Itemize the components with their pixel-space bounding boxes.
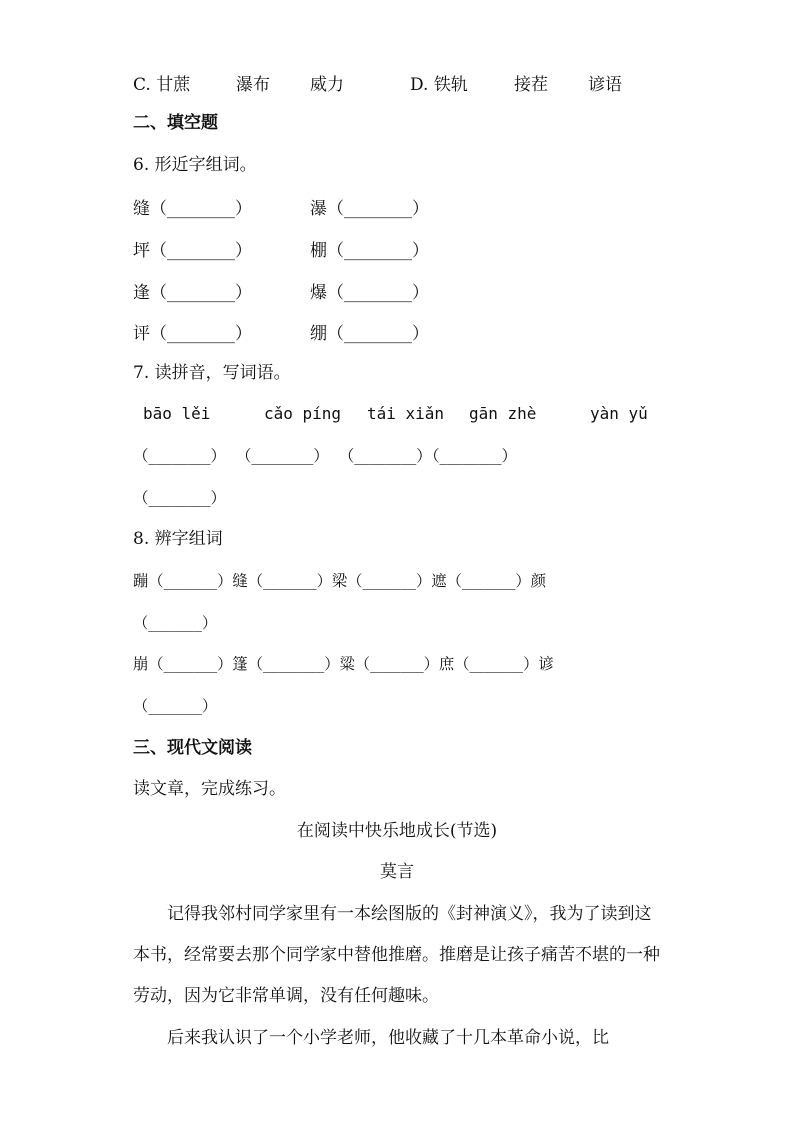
option-c-word1: C. 甘蔗 bbox=[133, 75, 191, 95]
pinyin: tái xiǎn bbox=[367, 404, 445, 423]
q8-row: 蹦（_______）缝（_______）梁（_______）遮（_______）颜 bbox=[133, 572, 547, 590]
option-d-word3: 谚语 bbox=[588, 75, 622, 95]
section-2-heading: 二、填空题 bbox=[133, 113, 218, 133]
pinyin: cǎo píng bbox=[264, 404, 342, 423]
article-author: 莫言 bbox=[380, 862, 414, 882]
q7-stem: 7. 读拼音，写词语。 bbox=[133, 363, 291, 383]
q8-row: 崩（_______）篷（________）粱（_______）庶（_______）谚 bbox=[133, 655, 554, 673]
pinyin: gān zhè bbox=[469, 404, 537, 423]
q7-blanks-row: （________） （________） （________）（________） bbox=[133, 447, 517, 465]
q6-item: 坪（________） bbox=[133, 241, 252, 261]
option-c-word3: 威力 bbox=[310, 75, 344, 95]
article-paragraph: 后来我认识了一个小学老师，他收藏了十几本革命小说，比 bbox=[167, 1028, 609, 1048]
article-paragraph: 记得我邻村同学家里有一本绘图版的《封神演义》，我为了读到这本书，经常要去那个同学家中替他推磨。推磨是让孩子痛苦不堪的一种劳动，因为它非常单调，没有任何趣味。 bbox=[133, 904, 660, 1006]
q6-stem: 6. 形近字组词。 bbox=[133, 155, 257, 175]
article-title: 在阅读中快乐地成长(节选) bbox=[296, 821, 498, 841]
q8-row-wrap: （_______） bbox=[133, 697, 218, 715]
q7-blanks-row: （________） bbox=[133, 489, 227, 507]
pinyin: bāo lěi bbox=[143, 404, 211, 423]
option-d-word2: 接茬 bbox=[514, 75, 548, 95]
q6-item: 逢（________） bbox=[133, 283, 252, 303]
q6-item: 缝（________） bbox=[133, 199, 252, 219]
option-c-word2: 瀑布 bbox=[236, 75, 270, 95]
q6-item: 绷（________） bbox=[310, 324, 429, 344]
pinyin: yàn yǔ bbox=[590, 404, 648, 423]
option-d-word1: D. 铁轨 bbox=[410, 75, 468, 95]
q6-item: 瀑（________） bbox=[310, 199, 429, 219]
section-3-heading: 三、现代文阅读 bbox=[133, 738, 252, 758]
q6-item: 棚（________） bbox=[310, 241, 429, 261]
q8-row-wrap: （_______） bbox=[133, 614, 218, 632]
q6-item: 评（________） bbox=[133, 324, 252, 344]
q8-stem: 8. 辨字组词 bbox=[133, 529, 223, 549]
reading-instruction: 读文章，完成练习。 bbox=[133, 779, 286, 799]
q6-item: 爆（________） bbox=[310, 283, 429, 303]
